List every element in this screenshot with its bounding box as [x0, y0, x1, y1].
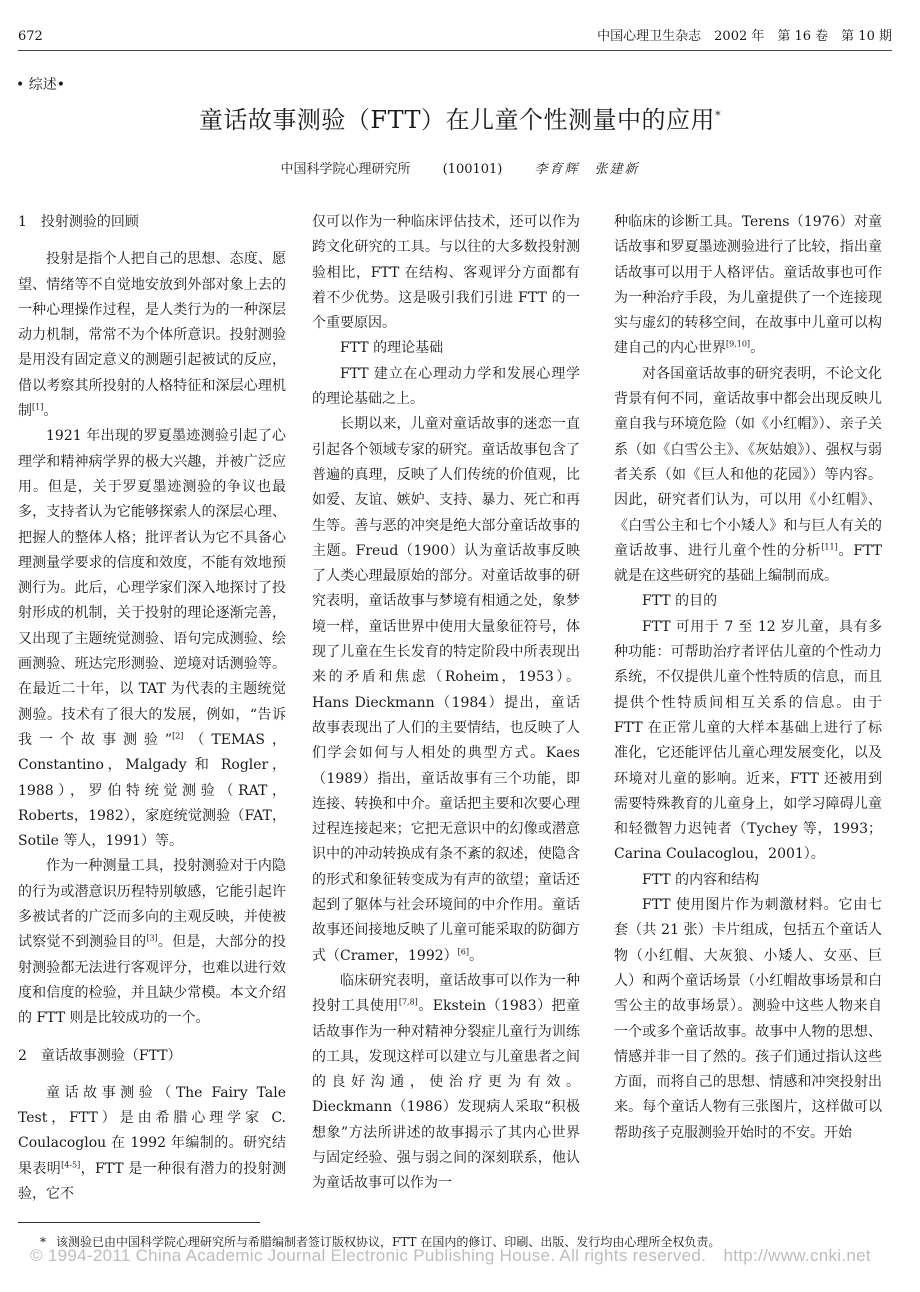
paragraph: 临床研究表明，童话故事可以作为一种投射工具使用[7,8]。Ekstein（1983）把童话故事作为一种对精神分裂症儿童行为训练的工具，发现这样可以建立与儿童患者之间的良好沟通，使治疗更为有效。Dieckmann（1986）发现病人采取“积极想象”方法所讲述的故事揭示了其内心世界与固定经验、强与弱之间的深刻联系，他认为童话故事可以作为一: [312, 972, 581, 1192]
citation: [9,10]: [726, 339, 751, 349]
citation: [2]: [172, 731, 184, 741]
journal-info: 中国心理卫生杂志 2002 年 第 16 卷 第 10 期: [597, 29, 892, 44]
section-heading-1: 1 投射测验的回顾: [18, 214, 139, 230]
running-header: [18, 24, 892, 51]
citation: [7,8]: [398, 997, 418, 1007]
title-footnote-mark: *: [715, 109, 722, 122]
footnote-mark: *: [40, 1235, 46, 1249]
column-1: [18, 210, 286, 1207]
section-tag: • 综述•: [16, 77, 65, 93]
title-text: 童话故事测验（FTT）在儿童个性测量中的应用: [198, 106, 716, 134]
paragraph: FTT 建立在心理动力学和发展心理学的理论基础之上。: [312, 365, 580, 408]
paragraph: 童话故事测验（The Fairy Tale Test，FTT）是由希腊心理学家 C. Coulacoglou 在 1992 年编制的。研究结果表明[4-5]，FTT 是一种很有潜力的投射测验，它不: [18, 1084, 287, 1202]
paragraph: FTT 可用于 7 至 12 岁儿童，具有多种功能：可帮助治疗者评估儿童的个性动力系统，不仅提供儿童个性特质的信息，而且提供个性特质间相互关系的信息。由于 FTT 在正常儿童的大样本基础上进行了标准化，它还能评估儿童心理发展变化，以及环境对儿童的影响。近来，FTT 还被用到需要特殊教育的儿童身上，如学习障碍儿童和轻微智力迟钝者（Tychey 等，1993；Carina Coulacoglou，2001）。: [614, 618, 882, 863]
subheading: FTT 的内容和结构: [642, 871, 760, 888]
footnote-text: 该测验已由中国科学院心理研究所与希腊编制者签订版权协议，FTT 在国内的修订、印刷、出版、发行均由心理所全权负责。: [56, 1235, 721, 1249]
page-number: 672: [18, 29, 43, 44]
footnote-rule: [18, 1222, 260, 1223]
byline: [0, 158, 920, 177]
paragraph: FTT 使用图片作为刺激材料。它由七套（共 21 张）卡片组成，包括五个童话人物（小红帽、大灰狼、小矮人、女巫、巨人）和两个童话场景（小红帽故事场景和白雪公主的故事场景）。测验中这些人物来自一个或多个童话故事。故事中人物的思想、情感并非一目了然的。孩子们通过指认这些方面，而将自己的思想、情感和冲突投射出来。每个童话人物有三张图片，这样做可以帮助孩子克服测验开始时的不安。开始: [614, 897, 882, 1141]
postcode: (100101): [442, 162, 503, 177]
column-3: [614, 210, 882, 1146]
paragraph: 长期以来，儿童对童话故事的迷恋一直引起各个领域专家的研究。童话故事包含了普遍的真理，反映了人们传统的价值观，比如爱、友谊、嫉妒、支持、暴力、死亡和再生等。善与恶的冲突是绝大部分童话故事的主题。Freud（1900）认为童话故事反映了人类心理最原始的部分。对童话故事的研究表明，童话故事与梦境有相通之处，象梦境一样，童话世界中使用大量象征符号，体现了儿童在生长发育的特定阶段中所表现出来的矛盾和焦虑（Roheim，1953）。Hans Dieckmann（1984）提出，童话故事表现出了人们的主要情结，也反映了人们学会如何与人相处的典型方式。Kaes（1989）指出，童话故事有三个功能，即连接、转换和中介。童话把主要和次要心理过程连接起来；它把无意识中的幻像或潜意识中的冲动转换成有条不紊的叙述，使隐含的形式和象征转变成为有声的欲望；童话还起到了躯体与社会环境间的中介作用。童话故事还间接地反映了儿童可能采取的防御方式（Cramer，1992）[6]。: [312, 416, 580, 964]
paragraph: 仅可以作为一种临床评估技术，还可以作为跨文化研究的工具。与以往的大多数投射测验相比，FTT 在结构、客观评分方面都有着不少优势。这是吸引我们引进 FTT 的一个重要原因。: [312, 214, 580, 332]
copyright-watermark: © 1994-2011 China Academic Journal Electronic Publishing House. All rights reserved. http://www.cnki.net: [30, 1246, 871, 1265]
citation: [6]: [457, 946, 469, 956]
subheading: FTT 的目的: [642, 593, 718, 610]
column-2: [312, 210, 580, 1197]
paragraph: 投射是指个人把自己的思想、态度、愿望、情绪等不自觉地安放到外部对象上去的一种心理操作过程，是人类行为的一种深层动力机制，常常不为个体所意识。投射测验是用没有固定意义的测题引起被试的反应，借以考察其所投射的人格特征和深层心理机制[1]。: [18, 251, 286, 420]
paragraph: 1921 年出现的罗夏墨迹测验引起了心理学和精神病学界的极大兴趣，并被广泛应用。但是，关于罗夏墨迹测验的争议也最多，支持者认为它能够探索人的深层心理、把握人的整体人格；批评者认为它不具备心理测量学要求的信度和效度，不能有效地预测行为。此后，心理学家们深入地探讨了投射形成的机制，关于投射的理论逐渐完善，又出现了主题统觉测验、语句完成测验、绘画测验、班达完形测验、逆境对话测验等。在最近二十年，以 TAT 为代表的主题统觉测验。技术有了很大的发展，例如，“告诉我一个故事测验”[2]（TEMAS，Constantino，Malgady 和 Rogler，1988），罗伯特统觉测验（RAT，Roberts，1982），家庭统觉测验（FAT，Sotile 等人，1991）等。: [18, 428, 286, 850]
subheading: FTT 的理论基础: [340, 340, 444, 357]
citation: [4-5]: [61, 1160, 81, 1170]
citation: [1]: [32, 402, 44, 412]
section-heading-2: 2 童话故事测验（FTT）: [18, 1047, 182, 1064]
article-title: [0, 100, 920, 135]
citation: [3]: [146, 933, 158, 943]
paragraph: 种临床的诊断工具。Terens（1976）对童话故事和罗夏墨迹测验进行了比较，指出童话故事可以用于人格评估。童话故事也可作为一种治疗手段，为儿童提供了一个连接现实与虚幻的转移空间，在故事中儿童可以构建自己的内心世界[9,10]。: [614, 214, 882, 357]
paragraph: 对各国童话故事的研究表明，不论文化背景有何不同，童话故事中都会出现反映儿童自我与环境危险（如《小红帽》）、亲子关系（如《白雪公主》、《灰姑娘》）、强权与弱者关系（如《巨人和他的花园》）等内容。因此，研究者们认为，可以用《小红帽》、《白雪公主和七个小矮人》和与巨人有关的童话故事、进行儿童个性的分析[11]。FTT 就是在这些研究的基础上编制而成。: [614, 365, 882, 585]
authors: 李育辉 张建新: [534, 162, 640, 177]
paragraph: 作为一种测量工具，投射测验对于内隐的行为或潜意识历程特别敏感，它能引起许多被试者的广泛而多向的主观反映，并使被试察觉不到测验目的[3]。但是，大部分的投射测验都无法进行客观评分，也难以进行效度和信度的检验，并且缺少常模。本文介绍的 FTT 则是比较成功的一个。: [18, 858, 286, 1027]
citation: [11]: [821, 542, 838, 552]
institute: 中国科学院心理研究所: [280, 162, 411, 177]
